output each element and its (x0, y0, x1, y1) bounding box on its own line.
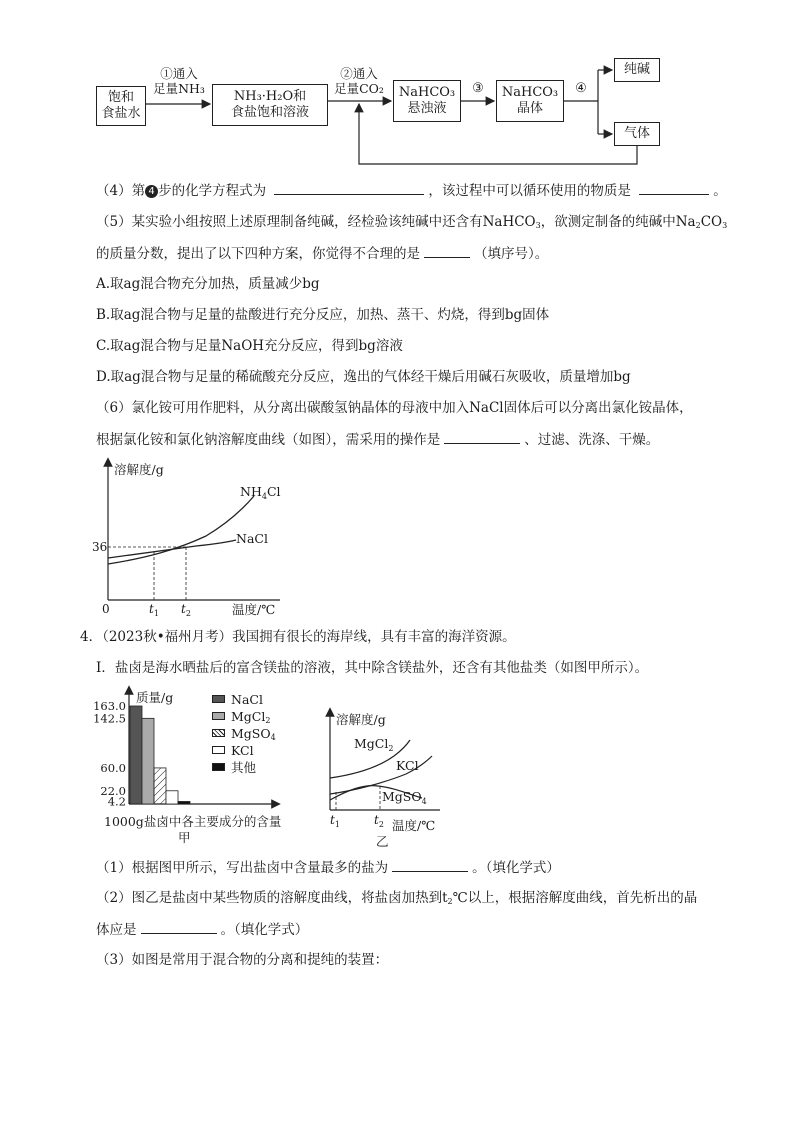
q5-option-d: D.取ag混合物与足量的稀硫酸充分反应，逸出的气体经干燥后用碱石灰吸收，质量增加bg (96, 369, 631, 385)
graph1-label-nh4cl: $NH_4Cl$ (240, 484, 281, 501)
q4-recycle-blank[interactable] (639, 180, 709, 195)
q41-text-b: 。（填化学式） (472, 860, 560, 876)
legend-label-mgcl2: MgCl (231, 709, 266, 724)
solubility-graph-1 (92, 458, 296, 618)
legend-swatch-nacl (212, 695, 225, 703)
q42-answer-blank[interactable] (141, 919, 217, 934)
q4-equation-blank[interactable] (274, 180, 424, 195)
q4-text-c: ，该过程中可以循环使用的物质是 (428, 183, 631, 199)
graph2-t2: $t_2$ (374, 813, 384, 829)
flow-recycle-arrow (359, 104, 637, 164)
legend-label-nacl: NaCl (231, 692, 263, 707)
problem-4-header: 4．（2023秋•福州月考）我国拥有很长的海岸线，具有丰富的海洋资源。 (80, 629, 516, 645)
q6-answer-blank[interactable] (444, 429, 520, 444)
q5-option-c: C.取ag混合物与足量NaOH充分反应，得到bg溶液 (96, 338, 403, 354)
question-4-2-line2 (96, 919, 308, 940)
graph1-curve-nacl (108, 540, 236, 558)
legend-swatch-kcl (212, 746, 225, 754)
q6-text-b: 、过滤、洗涤、干燥。 (524, 432, 660, 448)
flow-step2-line1: ②通入 (340, 66, 378, 81)
ytick-2: 60.0 (100, 760, 126, 775)
chartA-ticks (93, 699, 126, 808)
flow-step2-line2: 足量CO₂ (334, 81, 384, 96)
legend-label-mgso4: MgSO (231, 726, 271, 741)
q5-option-a: A.取ag混合物充分加热，质量减少bg (96, 276, 320, 292)
legend-sub-mgso4: 4 (270, 733, 276, 742)
step-4-circle-icon: 4 (145, 185, 158, 198)
flow-box-crystal-line2: 晶体 (516, 101, 543, 116)
q5-sub-2: 2 (695, 221, 701, 230)
legend-mgso4 (212, 727, 276, 741)
graph2-t1: $t_1$ (330, 813, 340, 829)
question-4-2-line1 (96, 888, 697, 908)
chartA-bars (130, 706, 190, 804)
flow-box-gas: 气体 (614, 122, 660, 146)
legend-other (212, 761, 256, 775)
graph2-ylabel: 溶解度/g (336, 712, 386, 727)
question-4-1 (96, 857, 560, 878)
question-4-line (96, 180, 727, 201)
question-6-line2 (96, 429, 659, 450)
flow-box-ammonia-line1: NH₃·H₂O和 (233, 89, 307, 104)
graph1-curve-nh4cl (108, 496, 254, 564)
question-5-line1 (96, 212, 727, 232)
chartA-caption-jia: 甲 (178, 830, 191, 845)
q42-text-c: 体应是 (96, 922, 137, 938)
graph1-origin: 0 (102, 602, 110, 616)
q5-option-b: B.取ag混合物与足量的盐酸进行充分反应，加热、蒸干、灼烧，得到bg固体 (96, 307, 550, 323)
legend-mgcl2 (212, 710, 270, 724)
q42-text-b: ℃以上，根据溶解度曲线，首先析出的晶 (452, 890, 698, 906)
flow-step4-label: ④ (575, 81, 587, 96)
legend-swatch-mgso4 (212, 729, 225, 737)
bar-4 (178, 801, 190, 804)
graph2-label-kcl: KCl (396, 758, 419, 773)
q5-text-b: ，欲测定制备的纯碱中Na (540, 214, 696, 230)
q5-sub-1: 3 (535, 221, 541, 230)
bar-chart-jia (93, 684, 316, 845)
legend-label-other: 其他 (231, 760, 257, 775)
flow-box-suspension-line1: NaHCO₃ (398, 85, 456, 100)
q42-text-d: 。（填化学式） (220, 922, 309, 938)
ytick-0: 163.0 (93, 699, 126, 713)
flow-box-brine-line2: 食盐水 (101, 106, 141, 121)
flow-box-soda: 纯碱 (614, 58, 660, 82)
q4-text-a: （4）第 (96, 183, 146, 199)
problem-4-intro: Ⅰ．盐卤是海水晒盐后的富含镁盐的溶液，其中除含镁盐外，还含有其他盐类（如图甲所示）。 (96, 660, 649, 676)
q42-text-a: （2）图乙是盐卤中某些物质的溶解度曲线，将盐卤加热到t (96, 890, 448, 906)
q5-text-d: 的质量分数，提出了以下四种方案，你觉得不合理的是 (96, 246, 420, 262)
graph1-ylabel: 溶解度/g (114, 462, 164, 477)
q4-text-end: 。 (713, 183, 727, 199)
q41-answer-blank[interactable] (392, 857, 468, 872)
legend-nacl (212, 693, 263, 707)
legend-swatch-other (212, 763, 225, 771)
legend-sub-mgcl2: 2 (265, 716, 271, 725)
graph2-xlabel: 温度/℃ (392, 818, 436, 833)
flow-box-crystal-line1: NaHCO₃ (501, 85, 559, 100)
question-5-line2 (96, 243, 548, 264)
q42-sub: 2 (447, 897, 453, 906)
graph1-xlabel: 温度/℃ (232, 602, 276, 617)
graph2-label-mgcl2: MgCl$_2$ (354, 736, 394, 753)
flow-box-ammonia-line2: 食盐饱和溶液 (230, 105, 309, 120)
flow-box-brine-line1: 饱和 (107, 90, 134, 105)
chartA-caption: 1000g盐卤中各主要成分的含量 (104, 814, 282, 829)
question-4-3: （3）如图是常用于混合物的分离和提纯的装置： (96, 952, 389, 968)
graph2-label-mgso4: MgSO$_4$ (382, 789, 427, 806)
flow-step3-label: ③ (472, 81, 484, 96)
graph1-label-nacl: NaCl (236, 531, 268, 546)
q41-text-a: （1）根据图甲所示，写出盐卤中含量最多的盐为 (96, 860, 389, 876)
bar-0 (130, 706, 142, 804)
legend-kcl (212, 744, 254, 758)
q5-text-c: CO (700, 214, 723, 230)
flow-step1-line1: ①通入 (160, 66, 198, 81)
graph1-t1: $t_1$ (149, 602, 159, 618)
q4-text-b: 步的化学方程式为 (158, 183, 267, 199)
q5-sub-3: 3 (722, 221, 728, 230)
question-6-line1: （6）氯化铵可用作肥料，从分离出碳酸氢钠晶体的母液中加入NaCl固体后可以分离出氯化铵晶体， (96, 400, 693, 416)
flow-box-suspension-line2: 悬浊液 (407, 101, 447, 116)
bar-3 (166, 791, 178, 804)
q5-text-a: （5）某实验小组按照上述原理制备纯碱，经检验该纯碱中还含有NaHCO (96, 214, 536, 230)
graph1-y36: 36 (92, 540, 108, 554)
ytick-4: 4.2 (107, 794, 126, 809)
bar-2 (154, 768, 166, 804)
graph1-t2: $t_2$ (181, 602, 191, 618)
q6-text-a: 根据氯化铵和氯化钠溶解度曲线（如图），需采用的操作是 (96, 432, 441, 448)
ytick-3: 22.0 (100, 783, 126, 798)
legend-swatch-mgcl2 (212, 712, 225, 720)
flow-arrows (0, 0, 794, 180)
graph2-caption: 乙 (376, 834, 389, 849)
bar-1 (142, 718, 154, 804)
legend-label-kcl: KCl (231, 743, 254, 758)
solubility-graph-yi (318, 706, 458, 848)
q5-answer-blank[interactable] (424, 243, 470, 258)
flow-step1-line2: 足量NH₃ (153, 81, 205, 96)
q5-text-e: （填序号）。 (474, 246, 549, 262)
ytick-1: 142.5 (93, 711, 126, 726)
chartA-ylabel: 质量/g (136, 690, 174, 705)
